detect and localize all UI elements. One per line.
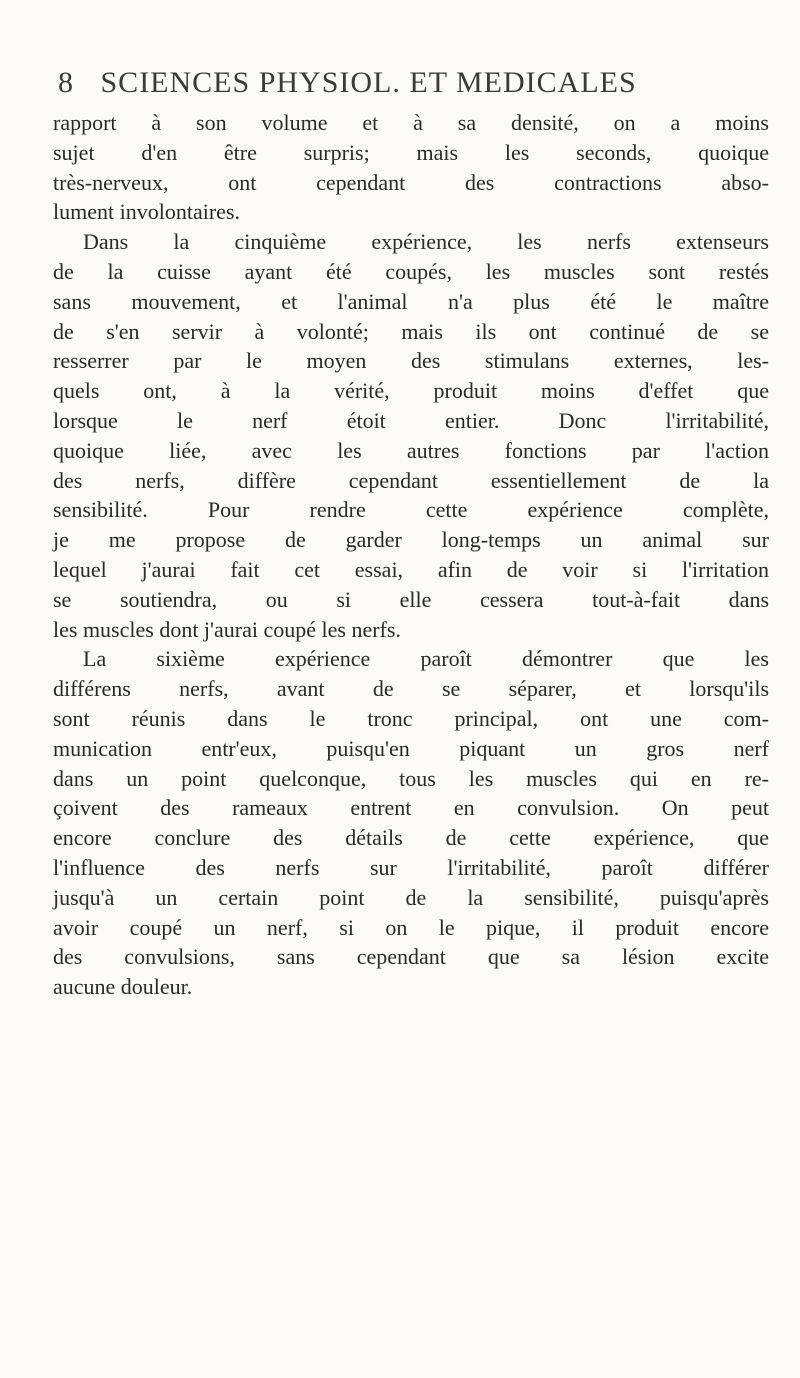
text-line: sensibilité. Pour rendre cette expérience complète, (53, 497, 769, 523)
page-number: 8 (58, 66, 74, 99)
text-line: sont réunis dans le tronc principal, ont une com- (53, 705, 769, 731)
text-line: de la cuisse ayant été coupés, les muscles sont restés (53, 258, 769, 284)
running-header (58, 66, 758, 112)
text-line: encore conclure des détails de cette expérience, que (53, 825, 769, 851)
text-line: La sixième expérience paroît démontrer que les (83, 646, 769, 672)
text-line: quoique liée, avec les autres fonctions par l'action (53, 437, 769, 463)
text-line: l'influence des nerfs sur l'irritabilité, paroît différer (53, 854, 769, 880)
text-line: aucune douleur. (53, 974, 193, 1000)
text-line: munication entr'eux, puisqu'en piquant un gros nerf (53, 735, 769, 761)
text-line: lequel j'aurai fait cet essai, afin de voir si l'irritation (53, 556, 769, 582)
text-line: rapport à son volume et à sa densité, on a moins (53, 110, 769, 135)
text-line: dans un point quelconque, tous les muscles qui en re- (53, 765, 769, 791)
text-line: Dans la cinquième expérience, les nerfs extenseurs (83, 229, 769, 255)
running-title: SCIENCES PHYSIOL. ET MEDICALES (100, 66, 637, 99)
text-line: de s'en servir à volonté; mais ils ont continué de se (53, 318, 769, 344)
text-line: sujet d'en être surpris; mais les seconds, quoique (53, 139, 769, 165)
text-line: des nerfs, diffère cependant essentiellement de la (53, 467, 769, 493)
text-line: je me propose de garder long-temps un animal sur (53, 527, 769, 553)
text-line: très-nerveux, ont cependant des contractions abso- (53, 169, 769, 195)
text-line: des convulsions, sans cependant que sa lésion excite (53, 944, 769, 970)
text-line: lument involontaires. (53, 199, 240, 225)
text-line: resserrer par le moyen des stimulans externes, les- (53, 348, 769, 374)
text-line: sans mouvement, et l'animal n'a plus été le maître (53, 288, 769, 314)
text-line: se soutiendra, ou si elle cessera tout-à-fait dans (53, 586, 769, 612)
text-line: lorsque le nerf étoit entier. Donc l'irritabilité, (53, 407, 769, 433)
text-line: les muscles dont j'aurai coupé les nerfs. (53, 616, 401, 642)
text-line: çoivent des rameaux entrent en convulsion. On peut (53, 795, 769, 821)
text-line: quels ont, à la vérité, produit moins d'effet que (53, 378, 769, 404)
text-line: jusqu'à un certain point de la sensibilité, puisqu'après (53, 884, 769, 910)
text-line: différens nerfs, avant de se séparer, et lorsqu'ils (53, 676, 769, 702)
text-line: avoir coupé un nerf, si on le pique, il produit encore (53, 914, 769, 940)
body-text (53, 108, 769, 1002)
